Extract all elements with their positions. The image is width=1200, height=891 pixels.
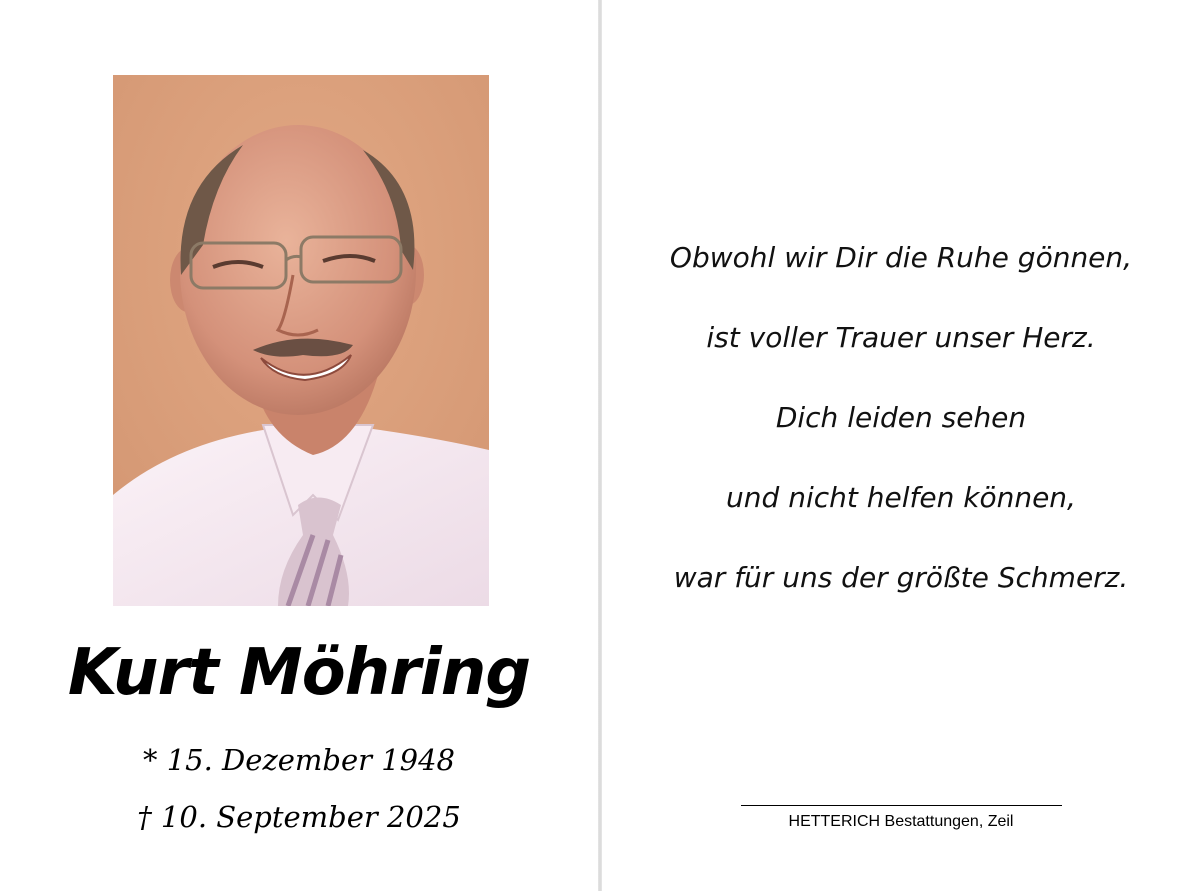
poem-line: Dich leiden sehen [775,401,1027,434]
deceased-name: Kurt Möhring [67,636,531,710]
poem-line: war für uns der größte Schmerz. [673,561,1129,594]
poem-line: Obwohl wir Dir die Ruhe gönnen, [669,241,1133,274]
death-date: † 10. September 2025 [137,800,461,834]
birth-date: * 15. Dezember 1948 [142,743,456,777]
poem-line: ist voller Trauer unser Herz. [706,321,1096,354]
undertaker-credit: HETTERICH Bestattungen, Zeil [788,813,1014,830]
portrait-photo [113,75,489,606]
left-page [0,0,598,891]
signature-rule [741,805,1062,806]
right-page [602,0,1200,891]
poem-line: und nicht helfen können, [726,481,1076,514]
memorial-poem [602,236,1200,636]
